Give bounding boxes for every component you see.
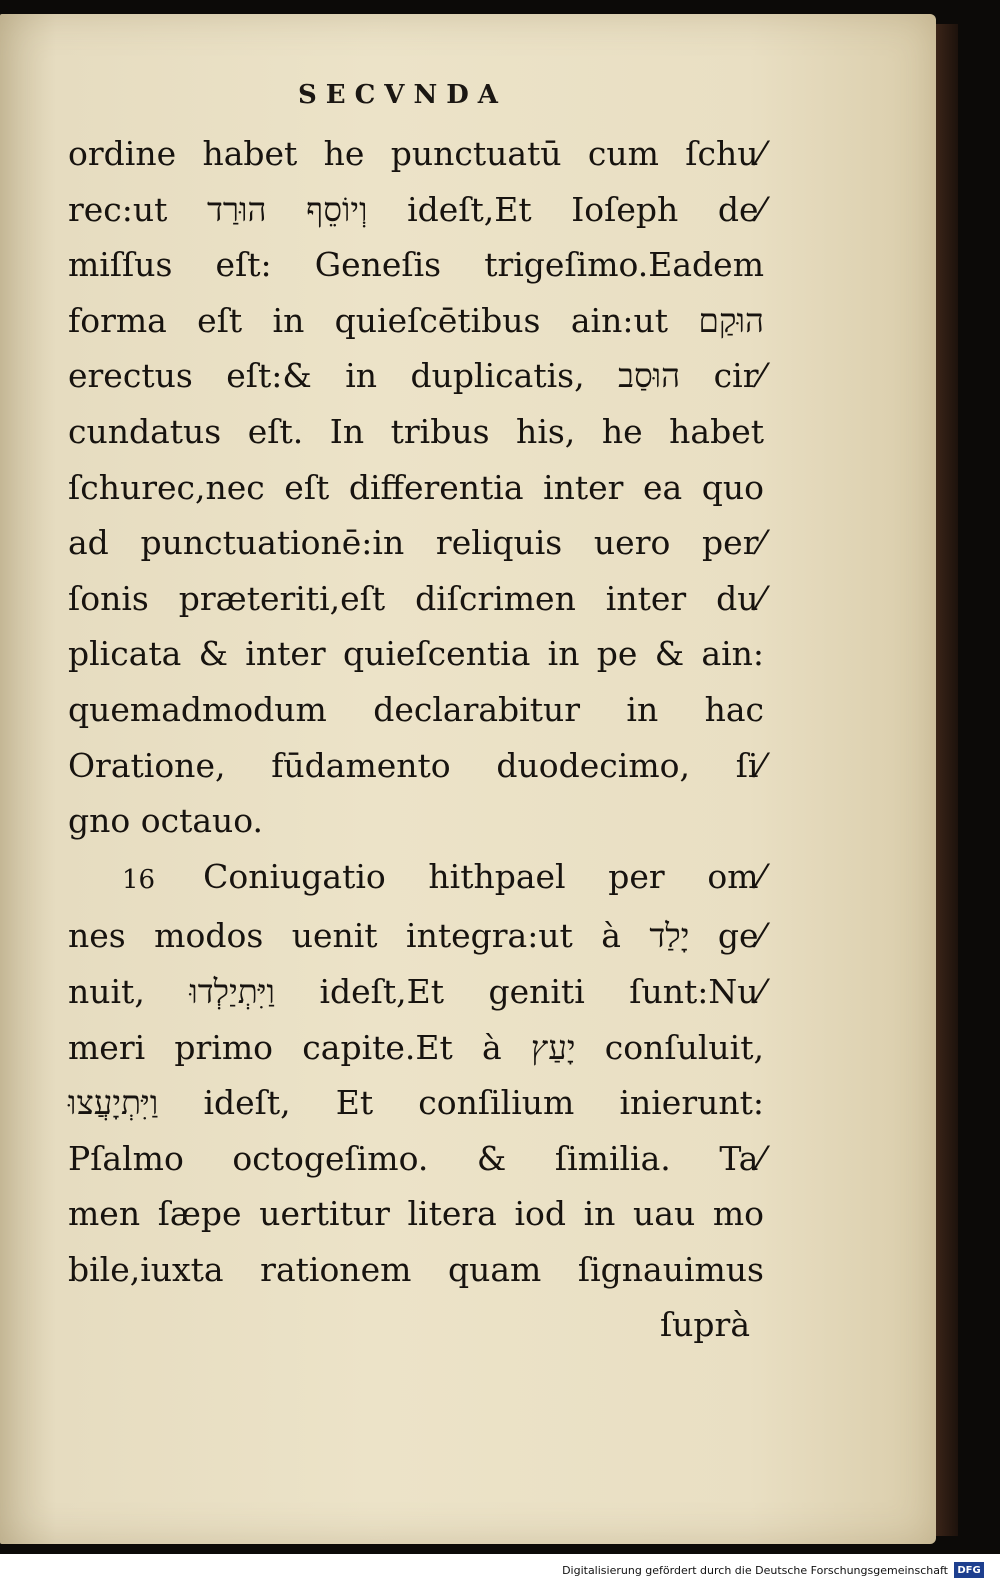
paragraph-first-line xyxy=(68,849,764,909)
text-line: quemadmodum declarabitur in hac xyxy=(68,689,764,729)
text-line: miſſus eſt: Geneſis trigeſimo.Eadem xyxy=(68,245,764,285)
catchword: ſuprà xyxy=(659,1305,750,1345)
book-page xyxy=(0,14,936,1544)
body-text xyxy=(68,126,764,1353)
text-line: וַיִּתְיָעֲצוּ ideſt, Et conſilium inierunt: xyxy=(68,1083,764,1123)
text-line: ordine habet he punctuatū cum ſchu⁄ xyxy=(68,134,764,173)
text-line: gno octauo. xyxy=(68,801,264,841)
text-line: meri primo capite.Et à יָעַץ conſuluit, xyxy=(68,1027,764,1067)
running-head: SECVNDA xyxy=(298,80,507,110)
footer-credit: Digitalisierung gefördert durch die Deutsche Forschungsgemeinschaft xyxy=(562,1564,948,1577)
text-line: rec:ut וְיוֹסֵף הוּרַד ideſt,Et Ioſeph de⁄ xyxy=(68,189,765,229)
text-line: ad punctuationē:in reliquis uero per⁄ xyxy=(68,523,764,563)
text-line: plicata & inter quieſcentia in pe & ain: xyxy=(68,634,764,674)
text-line: Pſalmo octogeſimo. & ſimilia. Ta⁄ xyxy=(68,1138,764,1178)
text-line: Oratione, fūdamento duodecimo, ſi⁄ xyxy=(68,745,764,785)
text-line: ſchurec,nec eſt differentia inter ea quo xyxy=(68,467,764,507)
dfg-logo-icon: DFG xyxy=(954,1562,984,1578)
footer-bar xyxy=(0,1554,1000,1591)
text-line: erectus eſt:& in duplicatis, הוּסַב cir⁄ xyxy=(68,356,764,396)
text-line: bile,iuxta rationem quam ſignauimus xyxy=(68,1249,764,1289)
text-line: nuit, וַיִּתְיַלְדוּ ideſt,Et geniti ſunt:Nu⁄ xyxy=(68,971,764,1011)
paragraph-number: 16 xyxy=(122,864,156,895)
page-edge xyxy=(936,24,958,1536)
text-line: cundatus eſt. In tribus his, he habet xyxy=(68,411,764,451)
text-line: nes modos uenit integra:ut à יָלַד ge⁄ xyxy=(68,916,764,956)
text-line: forma eſt in quieſcētibus ain:ut הוּקַם xyxy=(68,300,764,340)
text-line: ſonis præteriti,eſt diſcrimen inter du⁄ xyxy=(68,578,764,618)
text-line: Coniugatio hithpael per om⁄ xyxy=(203,856,764,896)
text-line: men ſæpe uertitur litera iod in uau mo xyxy=(68,1194,764,1234)
